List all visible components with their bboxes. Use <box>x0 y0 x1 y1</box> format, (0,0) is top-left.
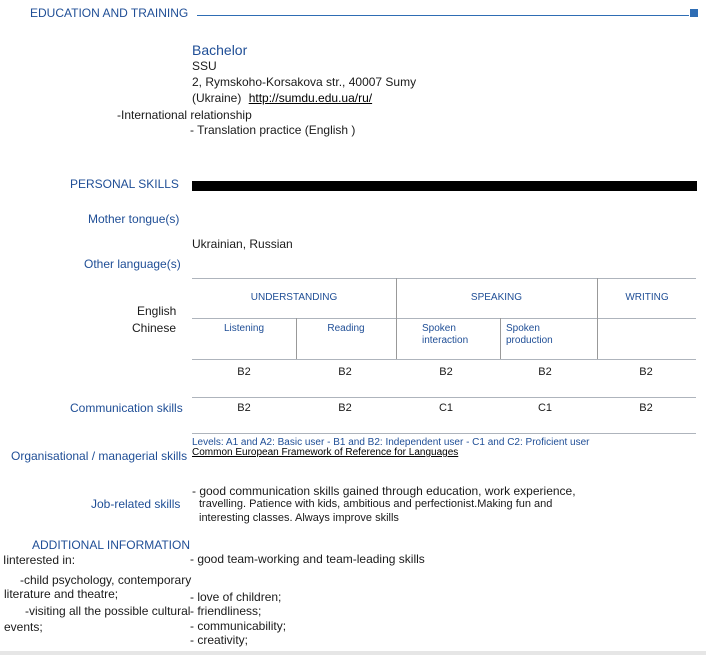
subheader-spoken-production: Spoken production <box>506 323 553 346</box>
header-speaking: SPEAKING <box>470 292 523 303</box>
section-marker <box>690 9 698 17</box>
quality-friendliness: - friendliness; <box>190 604 262 618</box>
interest-2b: events; <box>4 620 43 634</box>
table-rule-row <box>192 397 696 398</box>
levels-note: Levels: A1 and A2: Basic user - B1 and B2: Independent user - C1 and C2: Proficient user <box>192 437 590 448</box>
header-understanding: UNDERSTANDING <box>250 292 338 303</box>
country: (Ukraine) <box>192 91 242 105</box>
job-skills-line-2: travelling. Patience with kids, ambitious and perfectionist.Making fun and <box>199 498 553 510</box>
university-link[interactable]: http://sumdu.edu.ua/ru/ <box>248 91 373 105</box>
cell-english-spoken-production: B2 <box>538 366 552 378</box>
skill-teamwork: - good team-working and team-leading skills <box>190 552 425 566</box>
interest-1a: -child psychology, contemporary <box>20 573 192 587</box>
interested-label: Iinterested in: <box>3 553 76 567</box>
interest-2a: -visiting all the possible cultural <box>25 604 191 618</box>
additional-info-heading: ADDITIONAL INFORMATION <box>32 538 191 552</box>
job-related-skills-label: Job-related skills <box>91 497 181 511</box>
table-divider-production <box>500 318 501 359</box>
subheader-reading: Reading <box>327 323 365 334</box>
language-chinese: Chinese <box>132 321 177 335</box>
interest-1b: literature and theatre; <box>4 587 119 601</box>
education-heading: EDUCATION AND TRAINING <box>30 6 189 20</box>
mother-tongue-value: Ukrainian, Russian <box>192 237 293 251</box>
institution: SSU <box>192 59 217 73</box>
quality-creativity: - creativity; <box>190 633 249 647</box>
address: 2, Rymskoho-Korsakova str., 40007 Sumy <box>192 75 417 89</box>
job-skills-line-1: - good communication skills gained through education, work experience, <box>192 484 576 498</box>
table-rule-header <box>192 318 696 319</box>
personal-skills-heading: PERSONAL SKILLS <box>70 177 179 191</box>
address-country <box>192 91 372 105</box>
personal-skills-bar <box>192 181 697 191</box>
page-bottom-edge <box>0 651 706 655</box>
quality-love-of-children: - love of children; <box>190 590 282 604</box>
table-divider-writing <box>597 278 598 359</box>
communication-skills-label: Communication skills <box>70 401 183 415</box>
table-rule-sub <box>192 359 696 360</box>
cefr-link[interactable]: Common European Framework of Reference for Languages <box>192 447 459 458</box>
education-rule <box>197 15 689 16</box>
subheader-listening: Listening <box>223 323 265 334</box>
table-rule-top <box>192 278 696 279</box>
header-writing: WRITING <box>625 292 669 303</box>
subheader-spoken-interaction: Spoken interaction <box>422 323 469 346</box>
other-languages-label: Other language(s) <box>84 257 181 271</box>
cell-chinese-writing: B2 <box>639 402 653 414</box>
cell-english-spoken-interaction: B2 <box>439 366 453 378</box>
cell-english-writing: B2 <box>639 366 653 378</box>
cell-chinese-spoken-production: C1 <box>537 402 553 414</box>
cell-english-reading: B2 <box>338 366 352 378</box>
organisational-skills-label: Organisational / managerial skills <box>11 449 188 463</box>
cell-chinese-spoken-interaction: C1 <box>438 402 454 414</box>
cell-english-listening: B2 <box>237 366 251 378</box>
subject-translation: - Translation practice (English ) <box>190 123 356 137</box>
table-rule-bottom <box>192 433 696 434</box>
language-english: English <box>137 304 177 318</box>
degree-title: Bachelor <box>192 42 248 58</box>
table-divider-speaking <box>396 278 397 359</box>
job-skills-line-3: interesting classes. Always improve skills <box>199 512 399 524</box>
cell-chinese-listening: B2 <box>237 402 251 414</box>
mother-tongue-label: Mother tongue(s) <box>88 212 180 226</box>
cell-chinese-reading: B2 <box>338 402 352 414</box>
quality-communicability: - communicability; <box>190 619 287 633</box>
subject-international: -International relationship <box>117 108 252 122</box>
